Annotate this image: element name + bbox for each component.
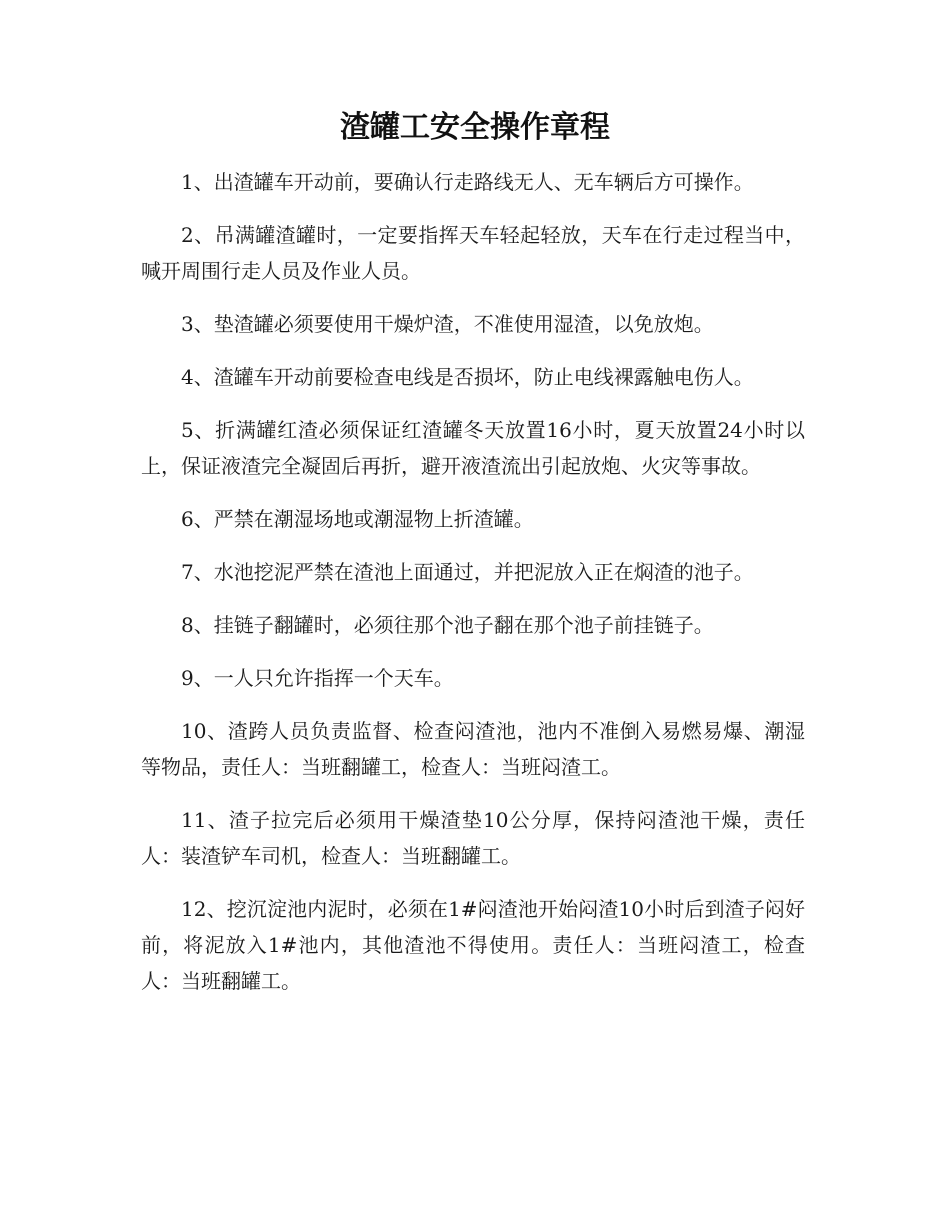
paragraph-2: 2、吊满罐渣罐时，一定要指挥天车轻起轻放，天车在行走过程当中，喊开周围行走人员及作业人员。 (141, 223, 805, 283)
paragraph-12: 12、挖沉淀池内泥时，必须在1#闷渣池开始闷渣10小时后到渣子闷好前，将泥放入1#池内，其他渣池不得使用。责任人：当班闷渣工，检查人：当班翻罐工。 (141, 897, 805, 993)
paragraph-3: 3、垫渣罐必须要使用干燥炉渣，不准使用湿渣，以免放炮。 (181, 312, 714, 336)
document-body (141, 164, 805, 1016)
paragraph-7: 7、水池挖泥严禁在渣池上面通过，并把泥放入正在焖渣的池子。 (181, 560, 754, 584)
document-title: 渣罐工安全操作章程 (340, 110, 610, 145)
paragraph-9: 9、一人只允许指挥一个天车。 (181, 666, 454, 690)
paragraph-11: 11、渣子拉完后必须用干燥渣垫10公分厚，保持闷渣池干燥，责任人：装渣铲车司机，检查人：当班翻罐工。 (141, 808, 805, 868)
paragraph-10: 10、渣跨人员负责监督、检查闷渣池，池内不准倒入易燃易爆、潮湿等物品，责任人：当班翻罐工，检查人：当班闷渣工。 (141, 719, 805, 779)
paragraph-5: 5、折满罐红渣必须保证红渣罐冬天放置16小时，夏天放置24小时以上，保证液渣完全凝固后再折，避开液渣流出引起放炮、火灾等事故。 (141, 418, 805, 478)
paragraph-4: 4、渣罐车开动前要检查电线是否损坏，防止电线裸露触电伤人。 (181, 365, 754, 389)
paragraph-8: 8、挂链子翻罐时，必须往那个池子翻在那个池子前挂链子。 (181, 613, 714, 637)
paragraph-1: 1、出渣罐车开动前，要确认行走路线无人、无车辆后方可操作。 (181, 170, 754, 194)
paragraph-6: 6、严禁在潮湿场地或潮湿物上折渣罐。 (181, 507, 534, 531)
